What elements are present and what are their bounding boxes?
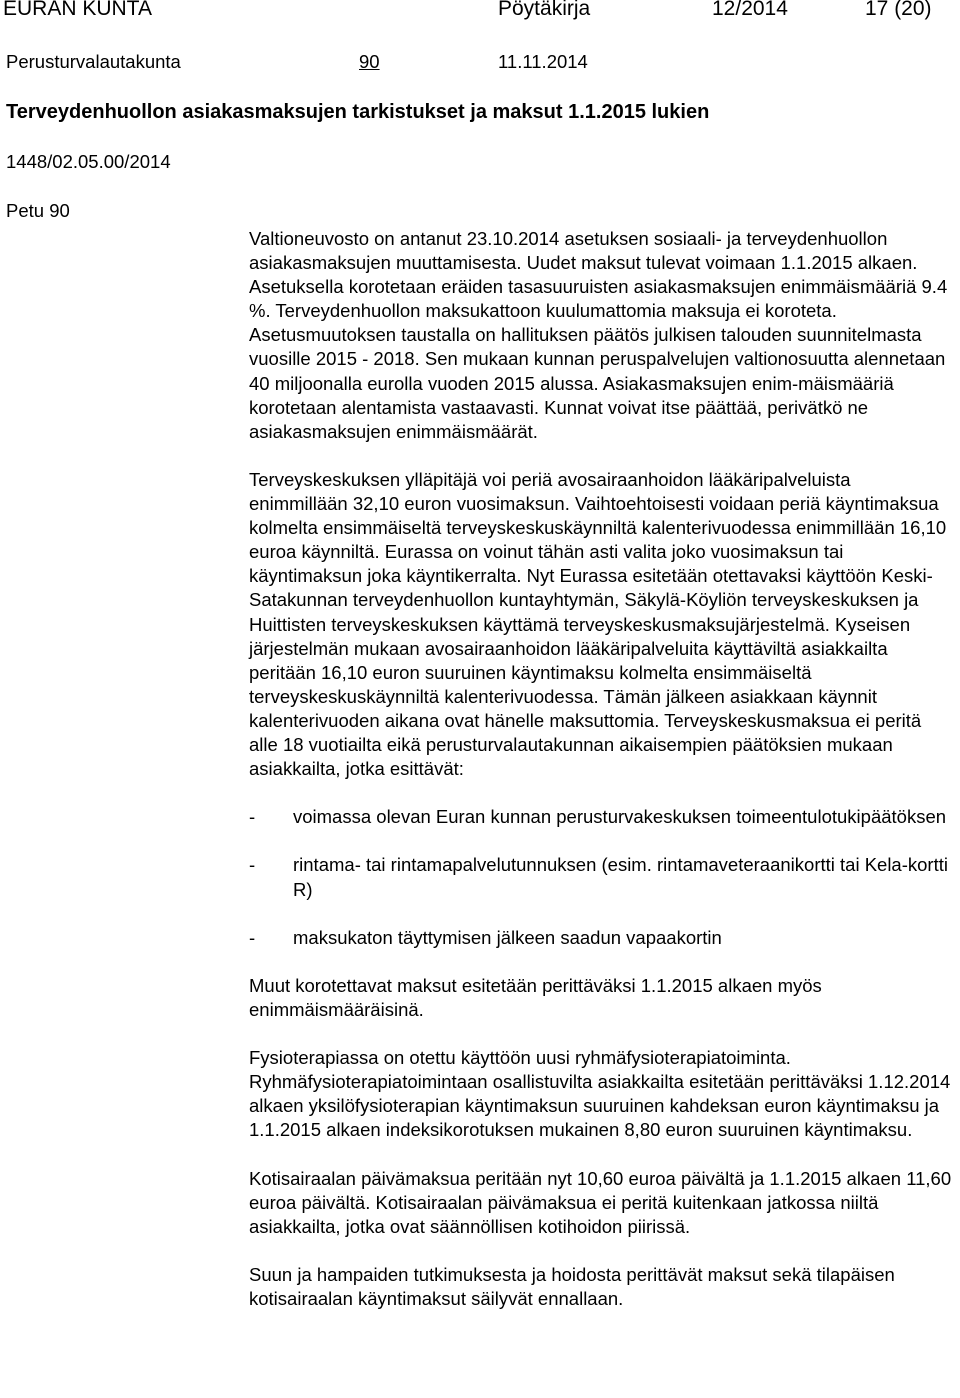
paragraph: Suun ja hampaiden tutkimuksesta ja hoidosta perittävät maksut sekä tilapäisen kotisairaalan käyntimaksut säilyvät ennallaan. — [249, 1264, 895, 1310]
paragraph: Valtioneuvosto on antanut 23.10.2014 asetuksen sosiaali- ja terveydenhuollon asiakasmaksujen muuttamisesta. Uudet maksut tulevat voimaan 1.1.2015 alkaen. Asetuksella korotetaan eräiden tasasuuruisten asiakasmaksujen enimmäismääriä 9.4 %. Terveydenhuollon maksukattoon kuulumattomia maksuja ei koroteta. Asetusmuutoksen taustalla on hallituksen päätös julkisen talouden suunnitelmasta vuosille 2015 - 2018. Sen mukaan kunnan peruspalvelujen valtionosuutta alennetaan 40 miljoonalla eurolla vuoden 2015 alussa. Asiakasmaksujen enim-mäismääriä korotetaan alentamista vastaavasti. Kunnat voivat itse päättää, perivätkö ne asiakasmaksujen enimmäismäärät. — [249, 228, 948, 442]
document-number: 12/2014 — [712, 0, 788, 20]
paragraph: Kotisairaalan päivämaksua peritään nyt 10,60 euroa päivältä ja 1.1.2015 alkaen 11,60 euroa päivältä. Kotisairaalan päivämaksua ei peritä kuitenkaan jatkossa niiltä asiakkailta, jotka ovat säännöllisen kotihoidon piirissä. — [249, 1167, 952, 1237]
section-label: Petu 90 — [6, 200, 70, 221]
list-marker: - — [249, 926, 256, 948]
list-marker: - — [249, 806, 256, 828]
list-marker: - — [249, 854, 256, 876]
list-item — [249, 805, 954, 829]
list-item-text: voimassa olevan Euran kunnan perusturvakeskuksen toimeentulotukipäätöksen — [293, 806, 947, 828]
list-item-text: rintama- tai rintamapalvelutunnuksen (esim. rintamaveteraanikortti tai Kela-kortti R) — [293, 854, 948, 900]
meeting-date: 11.11.2014 — [498, 51, 588, 72]
paragraph: Fysioterapiassa on otettu käyttöön uusi ryhmäfysioterapiatoiminta. Ryhmäfysioterapiatoimintaan osallistuvilta asiakkailta esitetään perittäväksi 1.12.2014 alkaen yksilöfysioterapian käyntimaksun suuruinen kahdeksan euron käyntimaksu ja 1.1.2015 alkaen indeksikorotuksen mukainen 8,80 euron suuruinen käyntimaksu. — [249, 1047, 951, 1141]
paragraph: Terveyskeskuksen ylläpitäjä voi periä avosairaanhoidon lääkäripalveluista enimmillään 32,10 euron vuosimaksun. Vaihtoehtoisesti voidaan periä käyntimaksua kolmelta ensimmäiseltä terveyskeskuskäynniltä kalenterivuodessa enimmillään 16,10 euroa käynniltä. Eurassa on voinut tähän asti valita joko vuosimaksun tai käyntimaksun joka käyntikerralta. Nyt Eurassa esitetään otettavaksi käyttöön Keski-Satakunnan terveydenhuollon kuntayhtymän, Säkylä-Köyliön terveyskeskuksen ja Huittisten terveyskeskuksen käyttämä terveyskeskusmaksujärjestelmä. Kyseisen järjestelmän mukaan avosairaanhoidon lääkäripalveluita käyttäviltä asiakkailta peritään 16,10 euron suuruinen käyntimaksu kolmelta ensimmäiseltä terveyskeskuskäynniltä kalenterivuodessa. Tämän jälkeen asiakkaan käynnit kalenterivuoden aikana ovat hänelle maksuttomia. Terveyskeskusmaksua ei peritä alle 18 vuotiailta eikä perusturvalautakunnan aikaisempien päätöksien mukaan asiakkailta, jotka esittävät: — [249, 468, 947, 780]
document-type: Pöytäkirja — [498, 0, 591, 20]
municipality-name: EURAN KUNTA — [3, 0, 152, 20]
list-item — [249, 853, 954, 901]
page-number: 17 (20) — [865, 0, 932, 20]
section-number: 90 — [359, 51, 380, 72]
board-name: Perusturvalautakunta — [6, 51, 181, 72]
list-item-text: maksukaton täyttymisen jälkeen saadun vapaakortin — [293, 926, 722, 948]
paragraph: Muut korotettavat maksut esitetään perittäväksi 1.1.2015 alkaen myös enimmäismääräisinä. — [249, 974, 822, 1020]
list-item — [249, 926, 954, 950]
document-title: Terveydenhuollon asiakasmaksujen tarkistukset ja maksut 1.1.2015 lukien — [6, 101, 710, 123]
reference-number: 1448/02.05.00/2014 — [6, 151, 171, 172]
document-body — [249, 227, 954, 1311]
